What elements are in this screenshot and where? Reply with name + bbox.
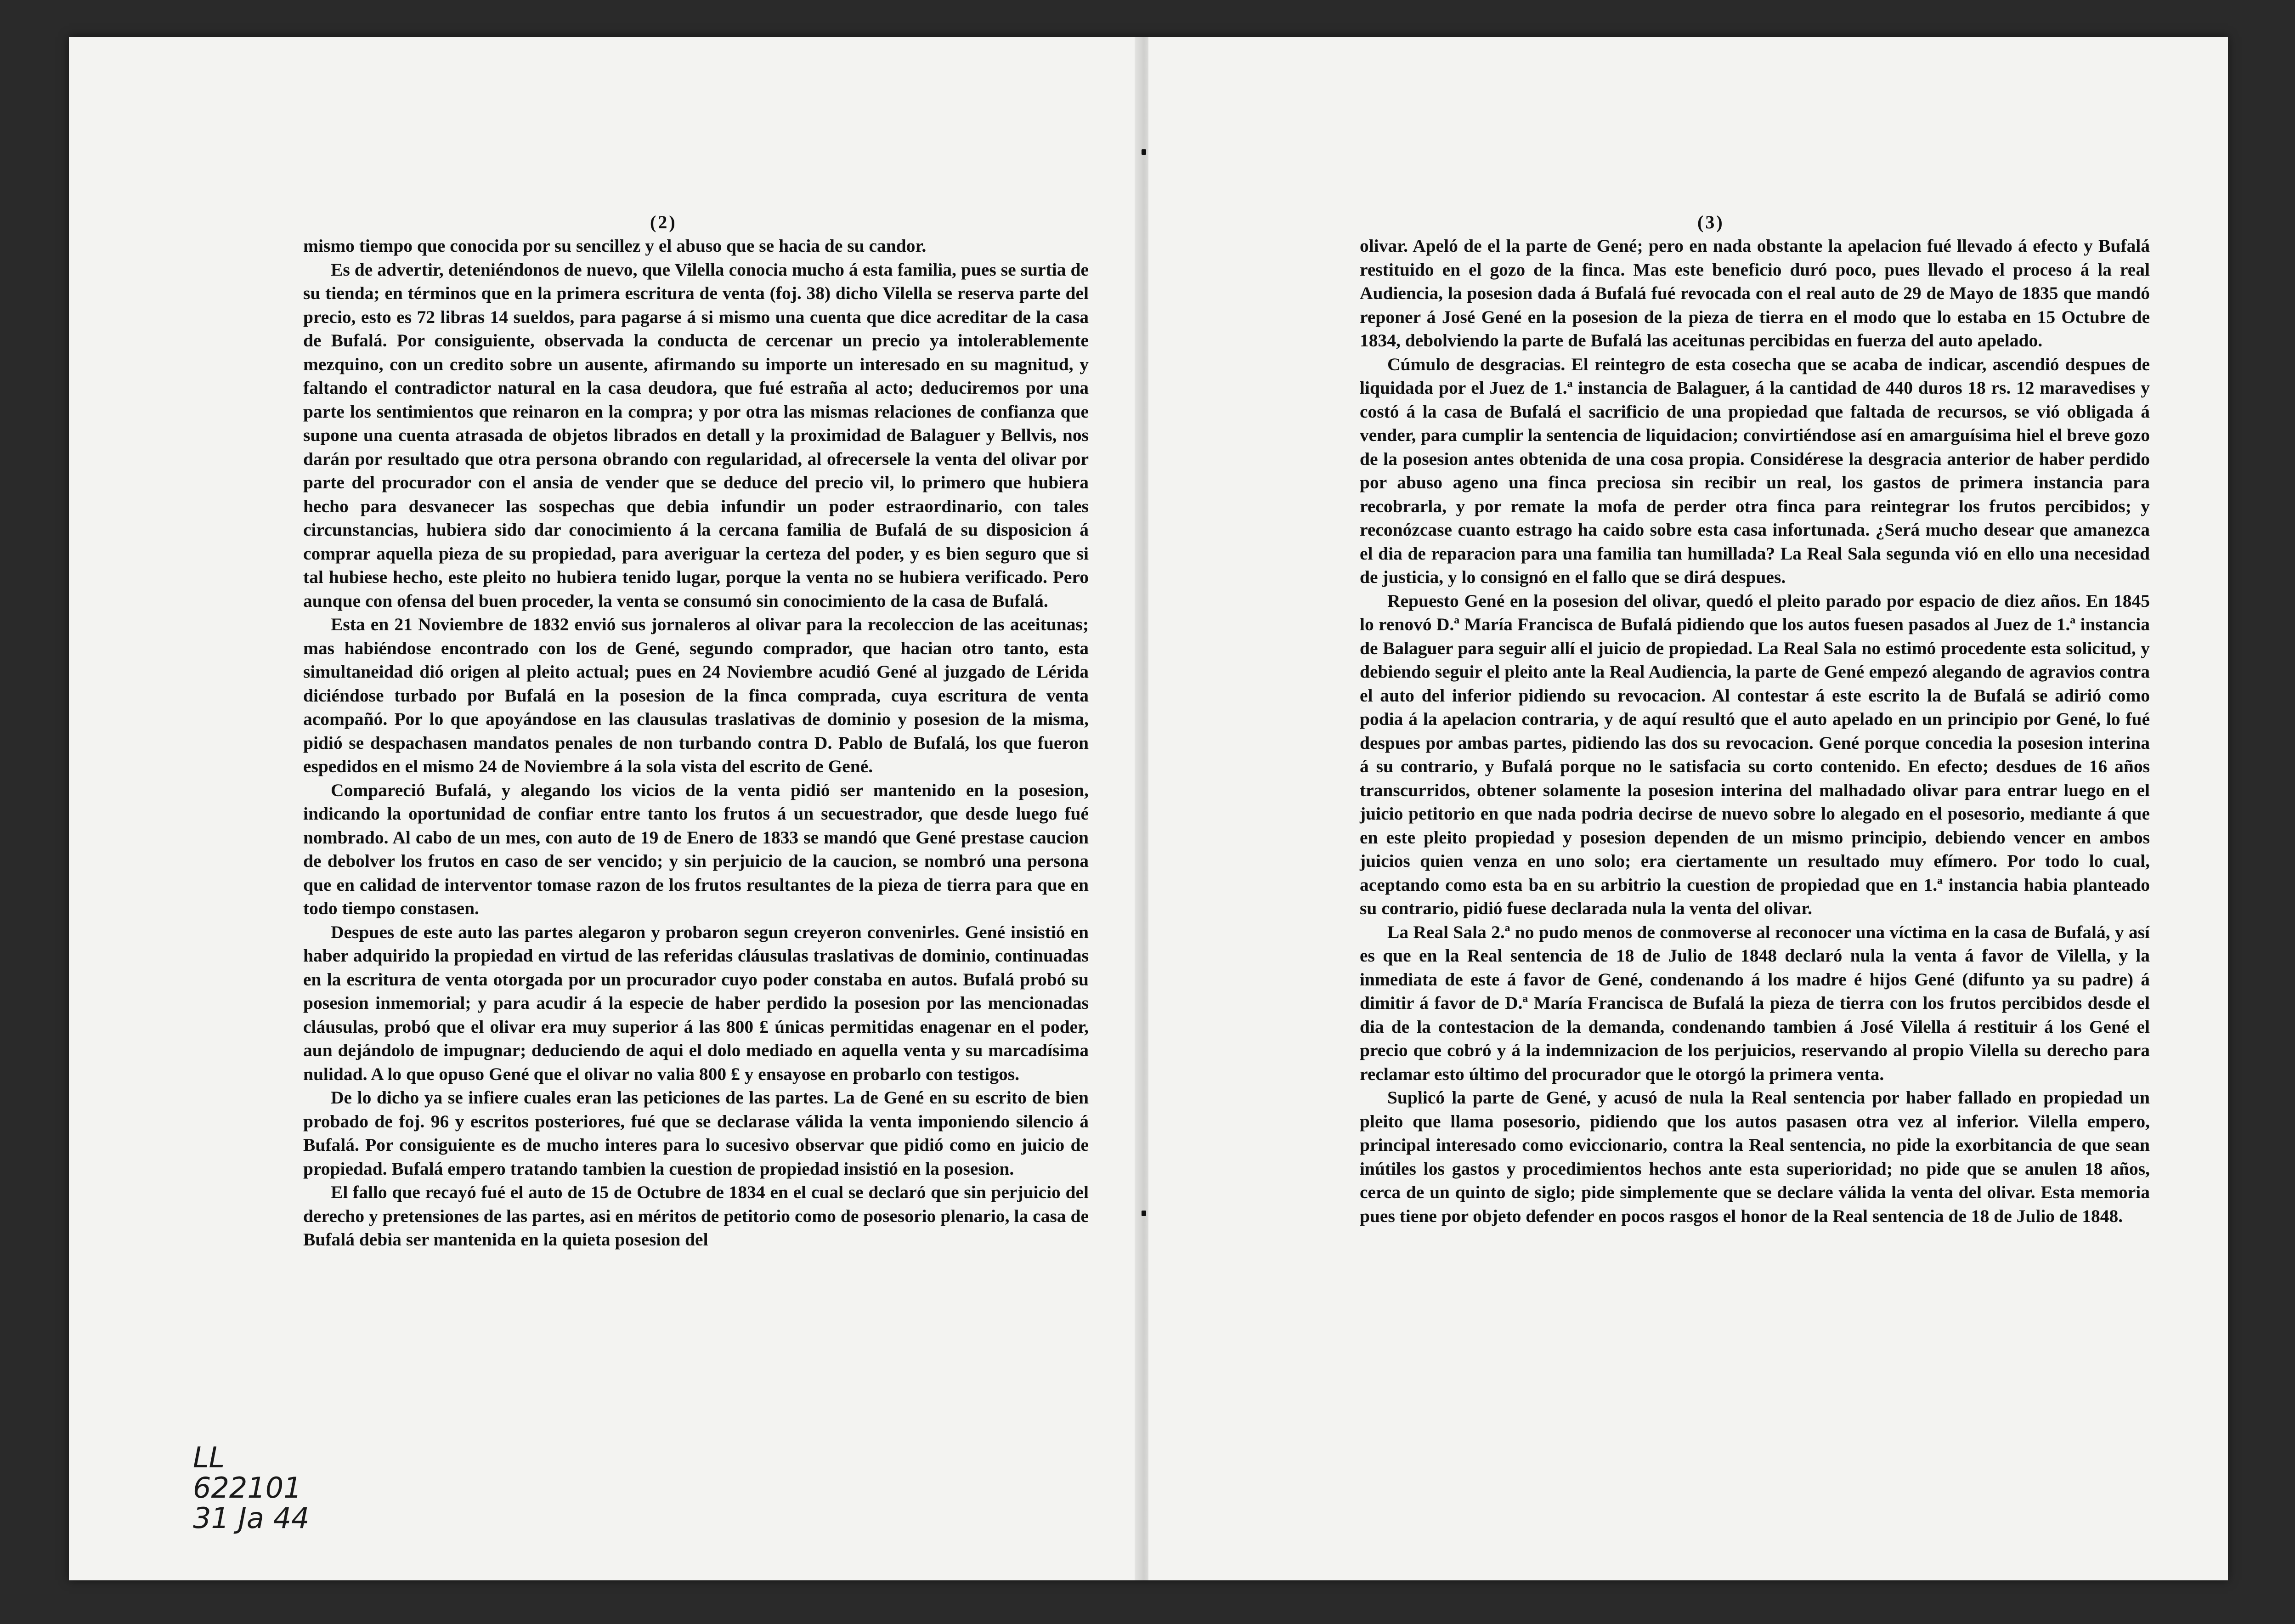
left-page-text	[303, 234, 1089, 1252]
shelfmark-line-2: 622101	[193, 1471, 302, 1505]
left-paragraph: Despues de este auto las partes alegaron y probaron segun creyeron convenirles. Gené insistió en haber adquirido la propiedad en virtud de las referidas cláusulas traslativas de dominio, continuadas en la escritura de venta otorgada por un procurador cuyo poder constaba en autos. Bufalá probó su posesion inmemorial; y para acudir á la especie de haber perdido la posesion por las mencionadas cláusulas, probó que el olivar era muy superior á las 800 ₤ únicas permitidas enagenar en el poder, aun dejándolo de impugnar; deduciendo de aqui el dolo mediado en aquella venta y su marcadísima nulidad. A lo que opuso Gené que el olivar no valia 800 ₤ y ensayose en probarlo con testigos.	[303, 922, 1089, 1084]
right-paragraph: La Real Sala 2.ª no pudo menos de conmoverse al reconocer una víctima en la casa de Bufalá, y así es que en la Real sentencia de 18 de Julio de 1848 declaró nula la venta á favor de Vilella, y la inmediata de este á favor de Gené, condenando á los madre é hijos Gené (difunto ya su padre) á dimitir á favor de D.ª María Francisca de Bufalá la pieza de tierra con los frutos percibidos desde el dia de la contestacion de la demanda, condenando tambien á José Vilella á restituir á los Gené el precio que cobró y á la indemnizacion de los perjuicios, reservando al propio Vilella su derecho para reclamar esto último del procurador que le otorgó la primera venta.	[1360, 922, 2150, 1084]
shelfmark-line-1: LL	[193, 1441, 225, 1474]
left-paragraph: Es de advertir, deteniéndonos de nuevo, que Vilella conocia mucho á esta familia, pues se surtia de su tienda; en términos que en la primera escritura de venta (foj. 38) dicho Vilella se reserva parte del precio, esto es 72 libras 14 sueldos, para pagarse á si mismo una cuenta que dice acreditar de la casa de Bufalá. Por consiguiente, observada la conducta de cercenar un precio ya intolerablemente mezquino, con un credito sobre un ausente, afirmando su importe un interesado en su magnitud, y faltando el contradictor natural en la casa deudora, que fué estraña al acto; deduciremos por una parte los sentimientos que reinaron en la compra; y por otra las mismas relaciones de confianza que supone una cuenta atrasada de objetos librados en detall y la proximidad de Balaguer y Bellvis, nos darán por resultado que otra persona obrando con regularidad, al ofrecersele la venta del olivar por parte del procurador con el ansia de vender que se deduce del precio vil, lo primero que hubiera hecho para desvanecer las sospechas que debia infundir un poder estraordinario, con tales circunstancias, hubiera sido dar conocimiento á la cercana familia de Bufalá de su disposicion á comprar aquella pieza de su propiedad, para averiguar la certeza del poder, y es bien seguro que si tal hubiese hecho, este pleito no hubiera tenido lugar, porque la venta no se hubiera verificado. Pero aunque con ofensa del buen proceder, la venta se consumó sin conocimiento de la casa de Bufalá.	[303, 259, 1089, 611]
left-paragraph: De lo dicho ya se infiere cuales eran las peticiones de las partes. La de Gené en su escrito de bien probado de foj. 96 y escritos posteriores, fué que se declarase válida la venta imponiendo silencio á Bufalá. Por consiguiente es de mucho interes para lo sucesivo observar que pidió como en juicio de propiedad. Bufalá empero tratando tambien la cuestion de propiedad insistió en la posesion.	[303, 1087, 1089, 1179]
left-paragraph: Compareció Bufalá, y alegando los vicios de la venta pidió ser mantenido en la posesion, indicando la oportunidad de confiar entre tanto los frutos á un secuestrador, que desde luego fué nombrado. Al cabo de un mes, con auto de 19 de Enero de 1833 se mandó que Gené prestase caucion de debolver los frutos en caso de ser vencido; y sin perjuicio de la caucion, se nombró una persona que en calidad de interventor tomase razon de los frutos resultantes de la pieza de tierra para que en todo tiempo constasen.	[303, 780, 1089, 918]
right-paragraph: olivar. Apeló de el la parte de Gené; pero en nada obstante la apelacion fué llevado á efecto y Bufalá restituido en el gozo de la finca. Mas este beneficio duró poco, pues llevado el proceso á la real Audiencia, la posesion dada á Bufalá fué revocada con el real auto de 29 de Mayo de 1835 que mandó reponer á José Gené en la posesion de la pieza de tierra en el modo que lo estaba en 15 Octubre de 1834, debolviendo la parte de Bufalá las aceitunas percibidas en fuerza del auto apelado.	[1360, 236, 2150, 351]
page-number-left: (2)	[650, 212, 677, 232]
left-paragraph: El fallo que recayó fué el auto de 15 de Octubre de 1834 en el cual se declaró que sin perjuicio del derecho y pretensiones de las partes, asi en méritos de petitorio como de posesorio plenario, la casa de Bufalá debia ser mantenida en la quieta posesion del	[303, 1182, 1089, 1250]
shelfmark-line-3: 31 Ja 44	[193, 1501, 310, 1535]
left-paragraph: mismo tiempo que conocida por su sencillez y el abuso que se hacia de su candor.	[303, 236, 927, 256]
document-spread	[69, 37, 2228, 1580]
gutter-mark-top	[1142, 149, 1146, 155]
right-page-text	[1360, 234, 2150, 1228]
right-paragraph: Cúmulo de desgracias. El reintegro de esta cosecha que se acaba de indicar, ascendió despues de liquidada por el Juez de 1.ª instancia de Balaguer, á la cantidad de 440 duros 18 rs. 12 maravedises y costó á la casa de Bufalá el sacrificio de una propiedad que faltada de recursos, se vió obligada á vender, para cumplir la sentencia de liquidacion; convirtiéndose así en amarguísima hiel el breve gozo de la posesion antes obtenida de una cosa propia. Considérese la desgracia anterior de haber perdido por abuso ageno una finca preciosa sin recibir un real, los gastos de primera instancia para recobrarla, y por remate la mofa de perder otra finca para reintegrar los frutos percibidos; y reconózcase cuanto estrago ha caido sobre esta casa infortunada. ¿Será mucho desear que amanezca el dia de reparacion para una familia tan humillada? La Real Sala segunda vió en ello una necesidad de justicia, y lo consignó en el fallo que se dirá despues.	[1360, 354, 2150, 587]
left-paragraph: Esta en 21 Noviembre de 1832 envió sus jornaleros al olivar para la recoleccion de las aceitunas; mas habiéndose encontrado con los de Gené, segundo comprador, que hacian otro tanto, esta simultaneidad dió origen al pleito actual; pues en 24 Noviembre acudió Gené al juzgado de Lérida diciéndose turbado por Bufalá en la posesion de la finca comprada, cuya escritura de venta acompañó. Por lo que apoyándose en las clausulas traslativas de dominio y posesion de la misma, pidió se despachasen mandatos penales de non turbando contra D. Pablo de Bufalá, los que fueron espedidos en el mismo 24 de Noviembre á la sola vista del escrito de Gené.	[303, 614, 1089, 776]
left-page	[69, 37, 1139, 1580]
right-paragraph: Suplicó la parte de Gené, y acusó de nula la Real sentencia por haber fallado en propiedad un pleito que llama posesorio, pidiendo que los autos pasasen otra vez al inferior. Vilella empero, principal interesado como eviccionario, contra la Real sentencia, no pide la exorbitancia de que sean inútiles los gastos y procedimientos hechos ante esta superioridad; no pide que se anulen 18 años, cerca de un quinto de siglo; pide simplemente que se declare válida la venta del olivar. Esta memoria pues tiene por objeto defender en pocos rasgos el honor de la Real sentencia de 18 de Julio de 1848.	[1360, 1087, 2150, 1226]
right-paragraph: Repuesto Gené en la posesion del olivar, quedó el pleito parado por espacio de diez años. En 1845 lo renovó D.ª María Francisca de Bufalá pidiendo que los autos fuesen pasados al Juez de 1.ª instancia de Balaguer para seguir allí el juicio de propiedad. La Real Sala no estimó procedente esta solicitud, y debiendo seguir el pleito ante la Real Audiencia, la parte de Gené empezó alegando de agravios contra el auto del inferior pidiendo su revocacion. Al contestar á este escrito la de Bufalá se adirió como podia á la apelacion contraria, y de aquí resultó que el auto apelado en un principio por Gené, lo fué despues por ambas partes, pidiendo las dos su revocacion. Gené porque concedia la posesion interina á su contrario, y Bufalá porque no le satisfacia su corto contenido. En efecto; desdues de 16 años transcurridos, obtener solamente la posesion interina del malhadado olivar para entrar luego en el juicio petitorio en que nada podria decirse de nuevo sobre lo alegado en el posesorio, mediante á que en este pleito propiedad y posesion dependen de un mismo principio, debiendo vencer en ambos juicios quien venza en uno solo; era ciertamente un resultado muy efímero. Por todo lo cual, aceptando como esta ba en su arbitrio la cuestion de propiedad que en 1.ª instancia habia planteado su contrario, pidió fuese declarada nula la venta del olivar.	[1360, 590, 2150, 918]
gutter-mark-bottom	[1142, 1211, 1146, 1216]
handwritten-shelfmark	[193, 1443, 309, 1533]
right-page	[1148, 37, 2228, 1580]
page-number-right: (3)	[1697, 212, 1724, 232]
